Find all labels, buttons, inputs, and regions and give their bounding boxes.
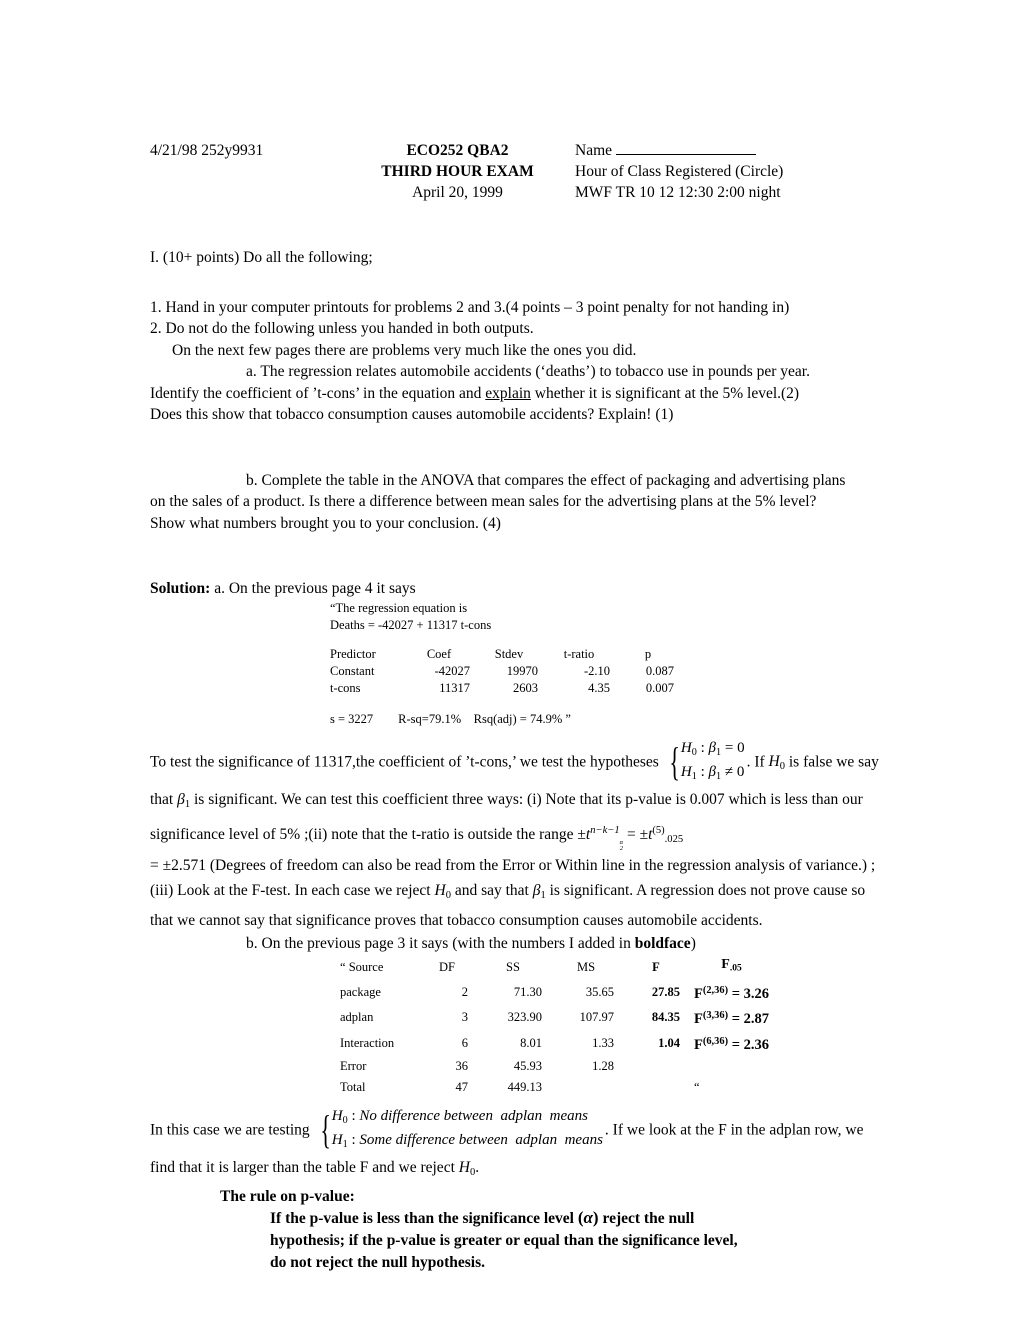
anova-cell-fcrit: F$^{(3,36)}$ = 2.87: [694, 1010, 769, 1028]
anova-cell-ss: 71.30: [513, 985, 542, 1000]
adplan-test-paragraph: [150, 1106, 880, 1187]
anova-cell-ms: 35.65: [585, 985, 614, 1000]
rule-line-2: hypothesis; if the p-value is greater or equal than the significance: [270, 1232, 700, 1250]
table-row: [330, 680, 674, 697]
problem-a-line-2: [150, 383, 880, 405]
table-row: [340, 1077, 769, 1098]
anova-cell-df: 6: [461, 1035, 468, 1050]
anova-cell-f: 1.04: [658, 1035, 680, 1050]
name-field-row: [575, 140, 880, 161]
cell-coef: -42027: [434, 663, 470, 678]
regression-output-block: [330, 600, 880, 634]
hour-registered-label: Hour of Class Registered (Circle): [575, 163, 784, 180]
col-header-stdev: Stdev: [494, 646, 524, 661]
h0-symbol: H0: [768, 752, 785, 772]
anova-close-quote: “: [694, 1079, 700, 1094]
col-header-t-ratio: t-ratio: [563, 646, 595, 661]
solution-intro-a: a. On the previous page 4 it says: [214, 580, 416, 597]
exam-header: [150, 140, 880, 203]
adplan-text-end: .: [475, 1159, 480, 1177]
hypotheses-adplan-group: [316, 1106, 603, 1156]
adplan-text-pre: In this case we are testing: [150, 1121, 314, 1139]
h0-symbol-3: H0: [458, 1159, 476, 1179]
cell-stdev: 2603: [513, 680, 538, 695]
exam-title: THIRD HOUR EXAM: [381, 163, 534, 180]
doc-code: 4/21/98 252y9931: [150, 142, 264, 159]
cell-t-ratio: -2.10: [583, 663, 610, 678]
instruction-item-1: 1. Hand in your computer printouts for problems 2 and 3.(4 points – 3 point penalty for not handing in): [150, 298, 790, 316]
regression-coefficients-table: [330, 646, 674, 697]
document-page: [150, 140, 880, 1274]
fcrit-subscript: .05: [729, 963, 742, 974]
alpha-glyph: α: [583, 1208, 593, 1228]
anova-cell-fcrit: F$^{(6,36)}$ = 2.36: [694, 1035, 769, 1053]
problem-b-line-1: b. Complete the table in the ANOVA that compares the effect of packaging and advertising plans: [246, 471, 846, 489]
adplan-text-post: . If we look at the F in the adplan row, we find that it is larger than the table F and we reject: [150, 1121, 864, 1177]
anova-col-source: [340, 954, 426, 980]
left-brace-icon: {: [319, 1107, 331, 1153]
solution-intro-b: [150, 933, 880, 955]
rule-line-1-post: reject the null: [598, 1210, 695, 1228]
anova-cell-source: Interaction: [340, 1035, 395, 1050]
hypothesis-null-beta: H0 : β1 = 0: [680, 739, 745, 758]
fcrit-sup: (6,36): [702, 1035, 729, 1047]
significance-text-cont: is significant. We can test this coefficient three ways: (i) Note that its p-value is 0.007 which is less than our significance level of 5% ;(ii) note that the t-ratio is outside the range: [150, 791, 863, 843]
explain-underlined: explain: [485, 384, 531, 402]
open-quote: “: [340, 959, 346, 974]
header-right-column: [575, 140, 880, 203]
problem-a-text-pre: Identify the coefficient of ’t-cons’ in the equation and: [150, 384, 486, 402]
left-brace-icon: {: [669, 739, 680, 785]
anova-cell-df: 2: [461, 985, 468, 1000]
conclusion-text-mid: and say that: [450, 881, 533, 899]
cell-stdev: 19970: [506, 663, 538, 678]
anova-cell-df: 47: [455, 1079, 468, 1094]
intro-b-pre: b. On the previous page 3 it says (with the numbers I added in: [246, 934, 635, 952]
anova-table: [340, 954, 769, 1097]
anova-header-source-label: Source: [348, 959, 384, 974]
anova-col-ss: SS: [506, 959, 520, 974]
h0-symbol-2: H0: [434, 881, 451, 901]
significance-text-pre: To test the significance of 11317,the coefficient of ’t-cons,’ we test the hypotheses: [150, 752, 663, 770]
name-blank-line[interactable]: [616, 141, 756, 155]
table-row: [330, 663, 674, 680]
problem-a-text-post: whether it is significant at the 5% level.(2): [530, 384, 800, 402]
alpha-symbol: (α): [577, 1208, 599, 1228]
conclusion-paragraph: [150, 853, 880, 933]
col-header-predictor: Predictor: [330, 646, 376, 661]
p-value-rule-body: [270, 1207, 750, 1274]
name-label: Name: [575, 142, 613, 159]
fcrit-value: = 2.87: [731, 1011, 769, 1028]
regression-table-header-row: [330, 646, 674, 663]
rule-line-1-pre: If the p-value is less than the significance level: [270, 1210, 578, 1228]
fcrit-sup: (2,36): [702, 984, 729, 996]
exam-date: April 20, 1999: [412, 184, 503, 201]
conclusion-text-1: = ±2.571 (Degrees of freedom can also be read from the Error or Within line in the regression analysis of variance.) ; (iii) Look at the F-test. In each case we reject: [150, 856, 876, 899]
solution-intro: [150, 578, 880, 600]
anova-cell-ss: 323.90: [507, 1010, 542, 1025]
anova-cell-ms: 1.33: [592, 1035, 614, 1050]
instruction-item-2: 2. Do not do the following unless you handed in both outputs.: [150, 320, 534, 337]
fit-stats-line: s = 3227 R-sq=79.1% Rsq(adj) = 74.9% ”: [330, 711, 571, 726]
anova-cell-fcrit: F$^{(2,36)}$ = 3.26: [694, 984, 769, 1003]
table-row: [340, 980, 769, 1005]
regression-fit-stats: [330, 711, 880, 728]
anova-col-ms: MS: [576, 959, 596, 974]
significance-text-mid: . If: [746, 752, 769, 770]
col-header-coef: Coef: [426, 646, 452, 661]
anova-cell-source: Error: [340, 1058, 367, 1073]
hypothesis-null-adplan: H0 : No difference between adplan means: [331, 1107, 588, 1126]
intro-b-post: ): [690, 934, 696, 952]
rule-line-3: level, do not reject the null hypothesis.: [270, 1232, 738, 1272]
regression-quote-line: “The regression equation is: [330, 600, 468, 615]
anova-cell-ss: 45.93: [513, 1058, 542, 1073]
cell-t-ratio: 4.35: [588, 680, 610, 695]
header-center-column: [340, 140, 575, 203]
beta1-symbol: β1: [177, 791, 191, 811]
anova-col-f: F: [652, 959, 660, 974]
p-value-rule-heading: The rule on p-value:: [220, 1188, 355, 1206]
instruction-item-2-sub: On the next few pages there are problems very much like the ones you did.: [172, 341, 637, 359]
table-row: [340, 1030, 769, 1055]
anova-cell-fcrit: [694, 1056, 769, 1077]
anova-cell-ss: 8.01: [520, 1035, 542, 1050]
hypothesis-alt-beta: H1 : β1 ≠ 0: [680, 764, 745, 783]
fcrit-sup: (3,36): [702, 1010, 729, 1022]
fcrit-value: = 3.26: [731, 986, 769, 1003]
anova-cell-source: package: [340, 985, 381, 1000]
problem-b-line-3: Show what numbers brought you to your conclusion. (4): [150, 514, 501, 532]
fcrit-value: = 2.36: [731, 1036, 769, 1053]
regression-equation: Deaths = -42027 + 11317 t-cons: [330, 617, 492, 632]
cell-p: 0.087: [645, 663, 674, 678]
problem-a-line-1: a. The regression relates automobile accidents (‘deaths’) to tobacco use in pounds per year.: [246, 363, 810, 380]
t-critical-notation: $\pm t^{n-k-1}$ $_{\alpha 2}$ = $\pm t^{(5)}.025$: [577, 825, 684, 852]
problem-a-line-3: Does this show that tobacco consumption causes automobile accidents? Explain! (1): [150, 406, 674, 423]
anova-col-fcrit: F.05: [721, 957, 742, 974]
boldface-word: boldface: [634, 934, 691, 952]
table-row: [340, 1056, 769, 1077]
cell-coef: 11317: [439, 680, 470, 695]
cell-predictor: Constant: [330, 663, 375, 678]
anova-cell-df: 3: [461, 1010, 468, 1025]
anova-cell-ss: 449.13: [507, 1079, 542, 1094]
anova-cell-ms: 1.28: [592, 1058, 614, 1073]
section-i-heading: I. (10+ points) Do all the following;: [150, 249, 373, 266]
col-header-p: p: [644, 646, 652, 661]
beta1-symbol-2: β1: [532, 881, 546, 901]
cell-predictor: t-cons: [330, 680, 361, 695]
anova-cell-f: [632, 1056, 694, 1077]
significance-text-post: is false we say that: [150, 752, 879, 809]
header-left-column: [150, 140, 340, 203]
anova-cell-f: [632, 1077, 694, 1098]
course-title: ECO252 QBA2: [406, 142, 509, 159]
table-row: [340, 1005, 769, 1030]
anova-cell-ms: [558, 1077, 632, 1098]
solution-label: Solution:: [150, 580, 211, 597]
anova-header-row: [340, 954, 769, 980]
anova-cell-f: 84.35: [651, 1010, 680, 1025]
hypotheses-beta-group: [665, 738, 745, 788]
conclusion-text-cont: is significant. A regression does not prove cause so that we cannot say that significance proves that tobacco consumption causes automobile accidents.: [150, 881, 866, 929]
significance-test-paragraph: [150, 738, 880, 853]
anova-cell-f: 27.85: [651, 985, 680, 1000]
hour-options[interactable]: MWF TR 10 12 12:30 2:00 night: [575, 184, 781, 201]
anova-cell-ms: 107.97: [579, 1010, 614, 1025]
anova-cell-df: 36: [455, 1058, 468, 1073]
problem-b-line-2: on the sales of a product. Is there a difference between mean sales for the advertising plans at the 5% level?: [150, 493, 817, 510]
anova-cell-source: Total: [340, 1079, 366, 1094]
cell-p: 0.007: [645, 680, 674, 695]
anova-col-df: DF: [439, 959, 455, 974]
anova-cell-source: adplan: [340, 1010, 374, 1025]
hypothesis-alt-adplan: H1 : Some difference between adplan means: [331, 1132, 603, 1151]
